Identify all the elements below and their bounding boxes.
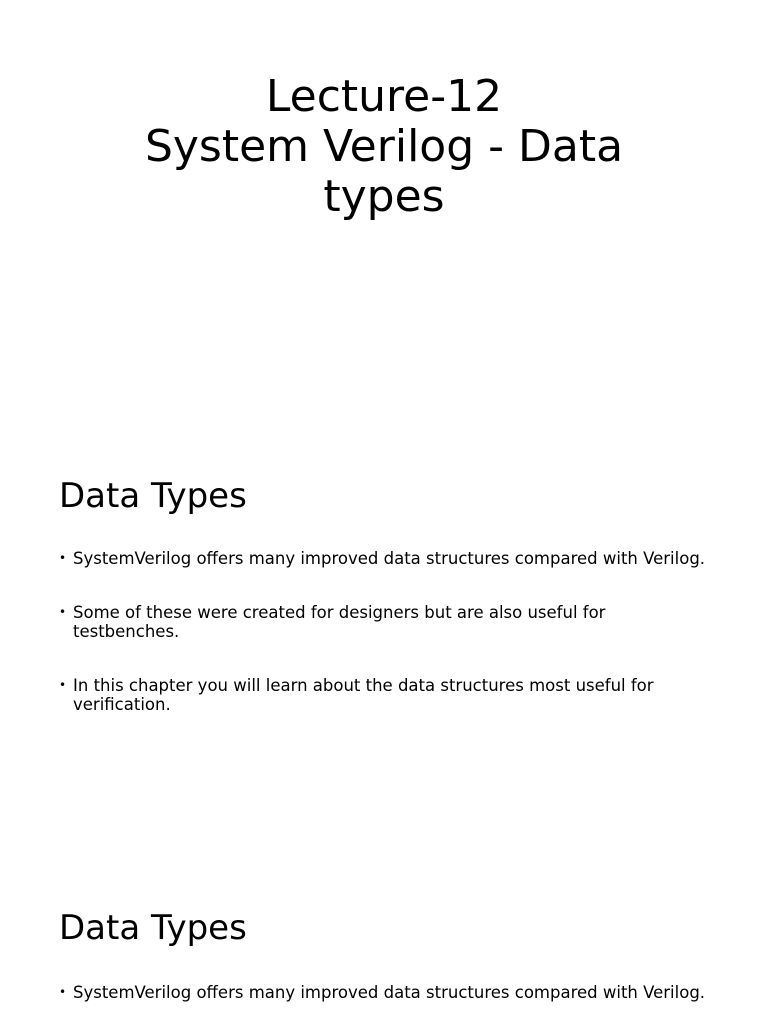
lecture-title-line: Lecture-12 [265,71,503,122]
list-item [59,676,709,714]
slide-heading: Data Types [59,476,247,516]
bullet-list [59,549,709,749]
slide-heading: Data Types [59,908,247,948]
list-item [59,549,709,568]
bullet-text: SystemVerilog offers many improved data structures compared with Verilog. [73,549,706,568]
bullet-icon: • [59,678,67,692]
bullet-icon: • [59,551,67,565]
list-item [59,603,709,641]
lecture-title-line: types [323,171,445,222]
bullet-text: In this chapter you will learn about the data structures most useful for verification. [73,676,654,714]
bullet-icon: • [59,605,67,619]
bullet-list [59,983,709,1024]
bullet-icon: • [59,985,67,999]
title-slide [0,72,768,222]
bullet-text: Some of these were created for designers but are also useful for testbenches. [73,603,606,641]
list-item [59,983,709,1002]
bullet-text: SystemVerilog offers many improved data structures compared with Verilog. [73,983,706,1002]
lecture-title-line: System Verilog - Data [144,121,624,172]
